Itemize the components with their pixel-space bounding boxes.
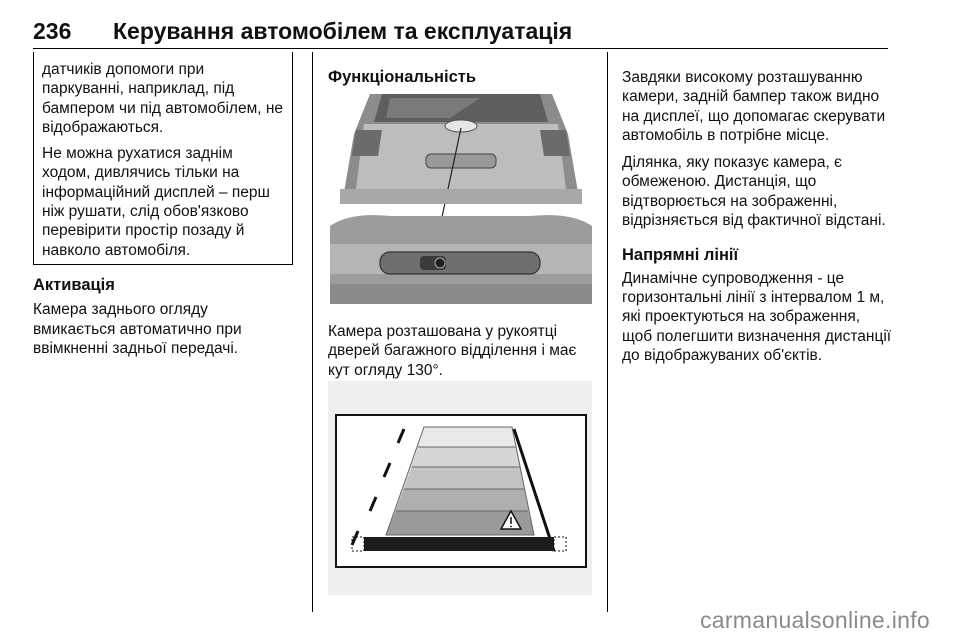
- guide-lines-heading: Напрямні лінії: [622, 246, 739, 265]
- footer-watermark[interactable]: carmanualsonline.info: [699, 607, 930, 633]
- image-caption: Камера розташована у рукоятці дверей багажного відділення і має кут огляду 130°.: [328, 323, 577, 379]
- column-divider-1: [312, 52, 313, 612]
- camera-area-paragraph: Ділянка, яку показує камера, є обмеженою. Дистанція, що відтворюється на зображенні, відрізняється від фактичної відстані.: [622, 154, 886, 230]
- chapter-title: Керування автомобілем та експлуатація: [113, 18, 573, 44]
- guide-lines-text: Динамічне супроводження - це горизонтальні лінії з інтервалом 1 м, які проектуються на зображення, щоб полегшити визначення дистанції до відображуваних об'єктів.: [622, 269, 892, 364]
- warning-paragraph-2: Не можна рухатися заднім ходом, дивлячись тільки на інформаційний дисплей – перш ніж рушати, слід обов'язково перевірити простір позаду й навколо автомобіля.: [42, 145, 270, 259]
- header-rule: [33, 48, 888, 49]
- page-number: 236: [33, 18, 72, 44]
- page-header: [33, 18, 888, 52]
- functionality-section: [328, 68, 593, 87]
- functionality-heading: Функціональність: [328, 68, 477, 86]
- activation-heading: Активація: [33, 276, 115, 294]
- car-rear-camera-illustration: [330, 94, 592, 304]
- image-caption-block: [328, 322, 596, 380]
- warning-paragraph-1: датчиків допомоги при паркуванні, наприклад, під бампером чи під автомобілем, не відображаються.: [42, 61, 284, 136]
- camera-position-paragraph: Завдяки високому розташуванню камери, задній бампер також видно на дисплеї, що допомагає скерувати автомобіль в потрібне місце.: [622, 69, 886, 144]
- rear-camera-display-illustration: [328, 381, 592, 595]
- right-column: [622, 68, 892, 365]
- column-divider-2: [607, 52, 608, 612]
- activation-section: [33, 276, 288, 358]
- activation-text: Камера заднього огляду вмикається автоматично при ввімкненні задньої передачі.: [33, 301, 242, 357]
- warning-box: [33, 52, 293, 265]
